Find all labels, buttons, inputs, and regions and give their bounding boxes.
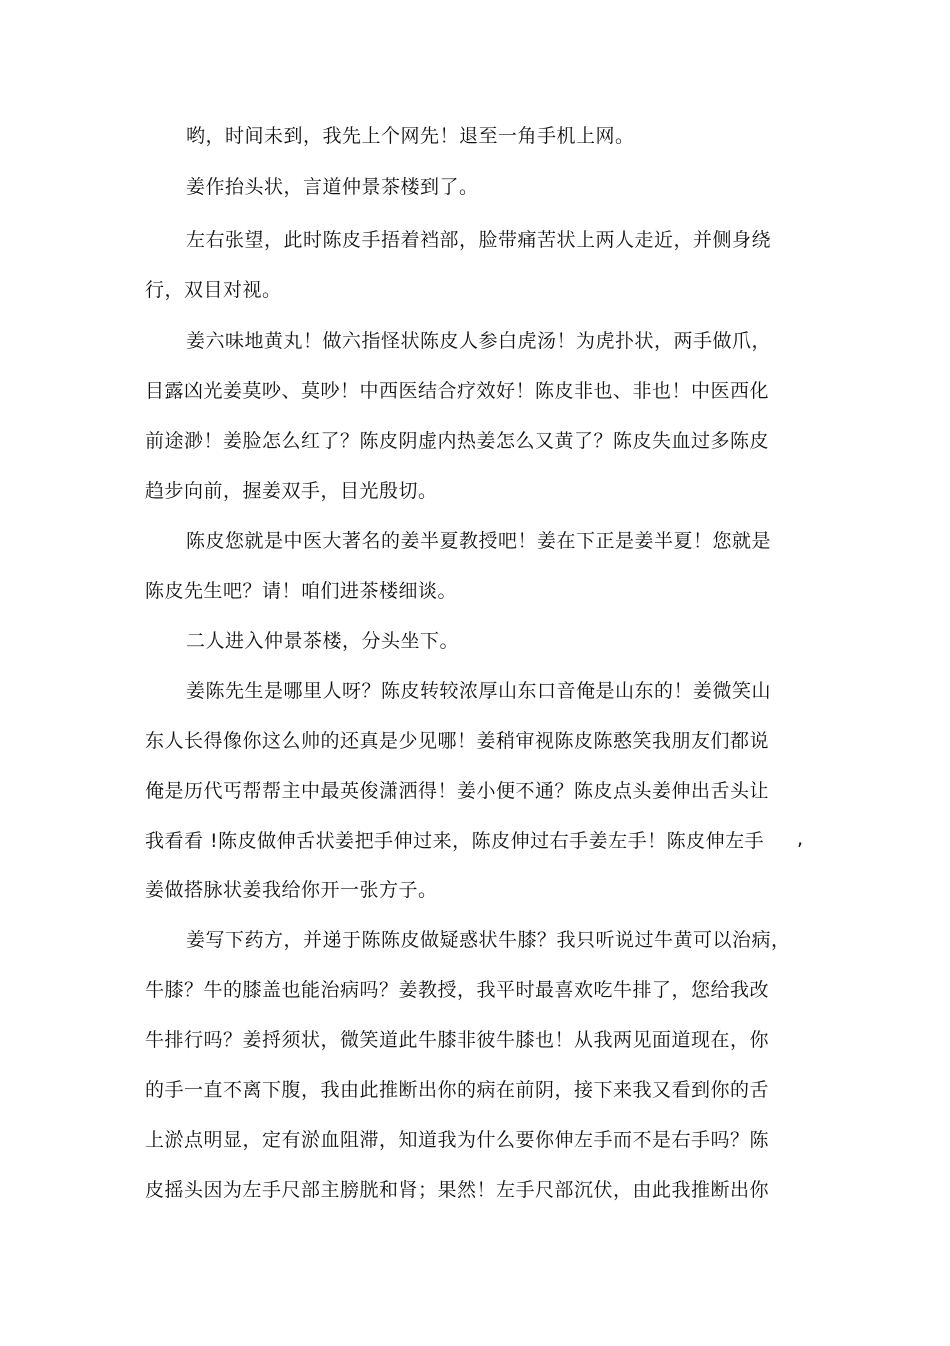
text-line: 哟，时间未到，我先上个网先！退至一角手机上网。	[186, 125, 635, 147]
text-line: 牛膝？牛的膝盖也能治病吗？姜教授，我平时最喜欢吃牛排了，您给我改	[145, 979, 770, 1001]
text-line: 趋步向前，握姜双手，目光殷切。	[145, 480, 438, 502]
stray-comma: ,	[797, 828, 804, 850]
text-line: 牛排行吗？姜捋须状，微笑道此牛膝非彼牛膝也！从我两见面道现在，你	[145, 1029, 770, 1051]
text-line: 我看看 !陈皮做伸舌状姜把手伸过来，陈皮伸过右手姜左手！陈皮伸左手	[145, 830, 765, 852]
text-line: 行，双目对视。	[145, 279, 282, 301]
text-line: 目露凶光姜莫吵、莫吵！中西医结合疗效好！陈皮非也、非也！中医西化	[145, 380, 770, 402]
text-line: 左右张望，此时陈皮手捂着裆部，脸带痛苦状上两人走近，并侧身绕	[186, 229, 772, 251]
text-line: 前途渺！姜脸怎么红了？陈皮阴虚内热姜怎么又黄了？陈皮失血过多陈皮	[145, 430, 770, 452]
text-line: 的手一直不离下腹，我由此推断出你的病在前阴，接下来我又看到你的舌	[145, 1079, 770, 1101]
text-line: 二人进入仲景茶楼，分头坐下。	[186, 630, 460, 652]
text-line: 皮摇头因为左手尺部主膀胱和肾；果然！左手尺部沉伏，由此我推断出你	[145, 1179, 770, 1201]
text-line: 陈皮您就是中医大著名的姜半夏教授吧！姜在下正是姜半夏！您就是	[186, 530, 772, 552]
text-line: 姜写下药方，并递于陈陈皮做疑惑状牛膝？我只听说过牛黄可以治病，	[186, 929, 791, 951]
text-line: 姜陈先生是哪里人呀？陈皮转较浓厚山东口音俺是山东的！姜微笑山	[186, 680, 772, 702]
text-line: 陈皮先生吧？请！咱们进茶楼细谈。	[145, 580, 458, 602]
text-line: 姜做搭脉状姜我给你开一张方子。	[145, 879, 438, 901]
text-line: 俺是历代丐帮帮主中最英俊潇洒得！姜小便不通？陈皮点头姜伸出舌头让	[145, 780, 770, 802]
text-line: 上淤点明显，定有淤血阻滞，知道我为什么要你伸左手而不是右手吗？陈	[145, 1129, 770, 1151]
text-line: 东人长得像你这么帅的还真是少见哪！姜稍审视陈皮陈憨笑我朋友们都说	[145, 730, 770, 752]
text-line: 姜作抬头状，言道仲景茶楼到了。	[186, 176, 479, 198]
text-line: 姜六味地黄丸！做六指怪状陈皮人参白虎汤！为虎扑状，两手做爪，	[186, 330, 772, 352]
